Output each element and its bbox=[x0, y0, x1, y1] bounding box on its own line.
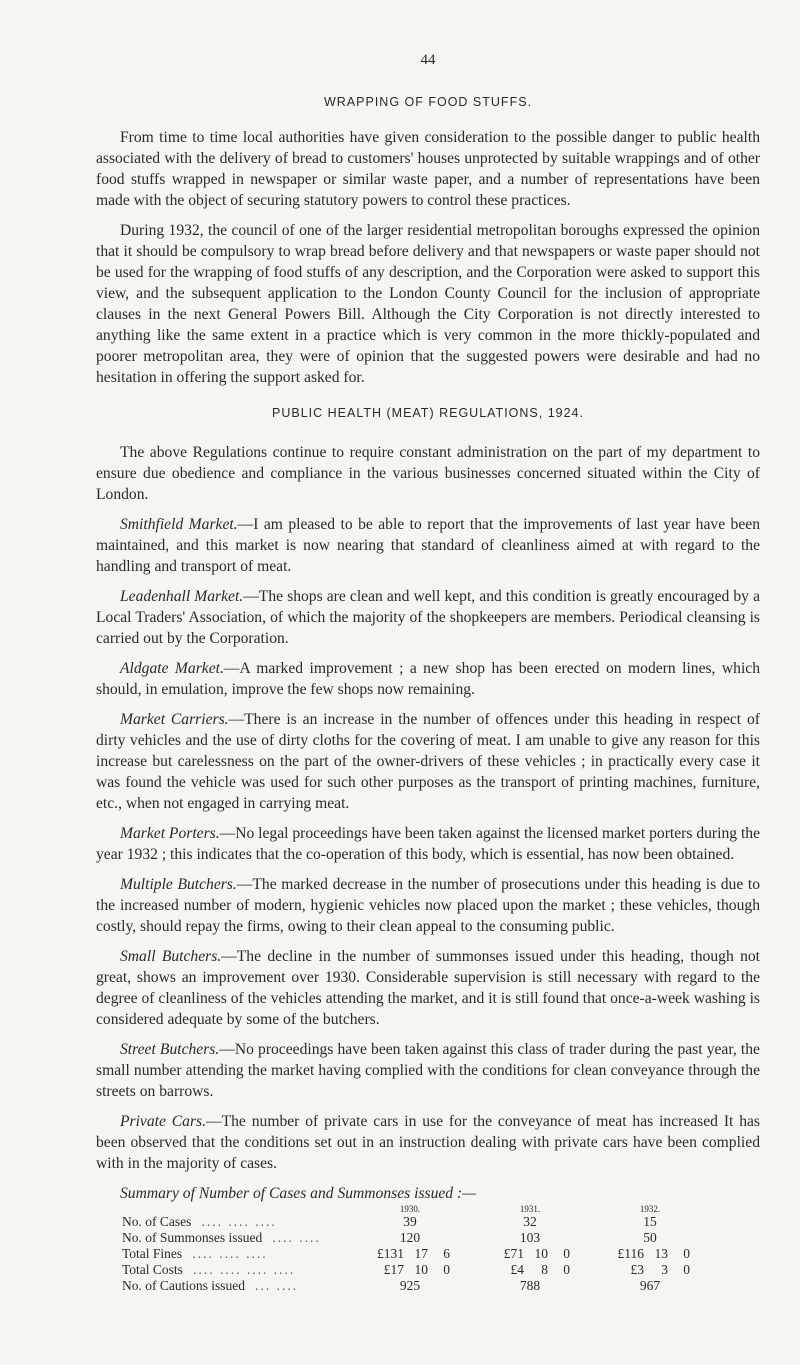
item-text: —The decline in the number of summonses issued under this heading, though not great, shows an improvement over 1930. Considerable supervision is still necessary with regard to the degree of cleanliness of the vehicles attending the market, and it is still found that once-a-week washing is considered adequate by some of the butchers. bbox=[96, 948, 760, 1028]
leader-dots: .... .... .... bbox=[192, 1246, 268, 1261]
leader-dots: .... .... bbox=[272, 1230, 321, 1245]
section-heading-wrapping: WRAPPING OF FOOD STUFFS. bbox=[323, 95, 533, 109]
pounds-value: £116 bbox=[617, 1246, 644, 1261]
shillings-value: 13 bbox=[654, 1246, 668, 1261]
row-label-cell bbox=[122, 1278, 350, 1294]
value-cell bbox=[350, 1246, 470, 1262]
value-cell: 103 bbox=[519, 1230, 541, 1245]
item-lead: Multiple Butchers. bbox=[120, 876, 237, 893]
market-item-paragraph bbox=[96, 514, 760, 577]
item-text: —The marked decrease in the number of prosecutions under this heading is due to the increased number of modern, hygienic vehicles now placed upon the market ; these vehicles, though costly, should repay the firms, owing to their clean appeal to the consuming public. bbox=[96, 876, 761, 935]
item-text: —The number of private cars in use for the conveyance of meat has increased It has been observed that the conditions set out in an instruction dealing with private cars have been complied with in the majority of cases. bbox=[96, 1113, 761, 1172]
item-lead: Smithfield Market. bbox=[120, 516, 238, 533]
item-text: —I am pleased to be able to report that the improvements of last year have been maintained, and this market is now nearing that standard of cleanliness aimed at with regard to the handling and transport of meat. bbox=[96, 516, 760, 575]
summary-col-1930: 1930. bbox=[399, 1204, 421, 1214]
item-lead: Aldgate Market. bbox=[120, 660, 224, 677]
item-lead: Small Butchers. bbox=[120, 948, 222, 965]
summary-body bbox=[122, 1214, 710, 1294]
row-label: No. of Cautions issued bbox=[122, 1278, 245, 1293]
value-cell: 967 bbox=[639, 1278, 661, 1293]
pounds-value: £17 bbox=[383, 1262, 404, 1277]
summary-header-blank bbox=[122, 1204, 350, 1214]
value-cell: 15 bbox=[643, 1214, 657, 1229]
market-item-paragraph bbox=[96, 823, 760, 865]
paragraph: From time to time local authorities have given consideration to the possible danger to public health associated with the delivery of bread to customers' houses unprotected by suitable wrappings and of other food stuffs wrapped in newspaper or similar waste paper, and a number of representations have been made with the object of securing statutory powers to control these practices. bbox=[96, 129, 760, 209]
pounds-value: £131 bbox=[377, 1246, 404, 1261]
value-cell bbox=[470, 1262, 590, 1278]
market-item-paragraph bbox=[96, 586, 760, 649]
summary-table bbox=[122, 1204, 710, 1294]
shillings-value: 17 bbox=[414, 1246, 428, 1261]
row-label: No. of Summonses issued bbox=[122, 1230, 263, 1245]
pence-value: 0 bbox=[443, 1262, 450, 1277]
market-item-paragraph bbox=[96, 1111, 760, 1174]
value-cell bbox=[590, 1246, 710, 1262]
section-heading-meat-regulations: PUBLIC HEALTH (MEAT) REGULATIONS, 1924. bbox=[272, 406, 584, 420]
money-value bbox=[370, 1246, 450, 1262]
table-row bbox=[122, 1214, 710, 1230]
pounds-value: £4 bbox=[510, 1262, 524, 1277]
item-text: —No proceedings have been taken against this class of trader during the past year, the small number attending the market having complied with the conditions for clean conveyance through the streets on barrows. bbox=[96, 1041, 760, 1100]
leader-dots: .... .... .... bbox=[201, 1214, 277, 1229]
shillings-value: 10 bbox=[534, 1246, 548, 1261]
table-row bbox=[122, 1246, 710, 1262]
pence-value: 6 bbox=[443, 1246, 450, 1261]
item-text: —A marked improvement ; a new shop has been erected on modern lines, which should, in emulation, improve the few shops now remaining. bbox=[96, 660, 760, 698]
row-label: No. of Cases bbox=[122, 1214, 192, 1229]
summary-col-1931: 1931. bbox=[519, 1204, 541, 1214]
summary-caption: Summary of Number of Cases and Summonses issued :— bbox=[120, 1185, 477, 1202]
row-label: Total Costs bbox=[122, 1262, 183, 1277]
item-lead: Leadenhall Market. bbox=[120, 588, 244, 605]
row-label-cell bbox=[122, 1262, 350, 1278]
pence-value: 0 bbox=[683, 1262, 690, 1277]
item-text: —The shops are clean and well kept, and this condition is greatly encouraged by a Local Traders' Association, of which the majority of the shopkeepers are members. Periodical cleansing is carried out by the Corporation. bbox=[96, 588, 761, 647]
money-value bbox=[490, 1246, 570, 1262]
market-items bbox=[96, 514, 760, 1174]
row-label: Total Fines bbox=[122, 1246, 183, 1261]
row-label-cell bbox=[122, 1230, 350, 1246]
leader-dots: .... .... .... .... bbox=[193, 1262, 296, 1277]
pence-value: 0 bbox=[563, 1246, 570, 1261]
shillings-value: 8 bbox=[541, 1262, 548, 1277]
summary-col-1932: 1932. bbox=[639, 1204, 661, 1214]
market-item-paragraph bbox=[96, 946, 760, 1030]
item-lead: Market Carriers. bbox=[120, 711, 229, 728]
row-label-cell bbox=[122, 1214, 350, 1230]
leader-dots: ... .... bbox=[255, 1278, 299, 1293]
market-item-paragraph bbox=[96, 658, 760, 700]
value-cell: 788 bbox=[519, 1278, 541, 1293]
market-item-paragraph bbox=[96, 709, 760, 814]
pence-value: 0 bbox=[563, 1262, 570, 1277]
money-value bbox=[610, 1246, 690, 1262]
paragraph: The above Regulations continue to require constant administration on the part of my department to ensure due obedience and compliance in the various businesses concerned situated within the City of London. bbox=[96, 444, 760, 503]
pounds-value: £3 bbox=[630, 1262, 644, 1277]
shillings-value: 3 bbox=[661, 1262, 668, 1277]
row-label-cell bbox=[122, 1246, 350, 1262]
money-value bbox=[610, 1262, 690, 1278]
paragraph: During 1932, the council of one of the larger residential metropolitan boroughs expressed the opinion that it should be compulsory to wrap bread before delivery and that newspapers or waste paper should not be used for the wrapping of food stuffs of any description, and the Corporation were asked to support this view, and the subsequent application to the London County Council for the inclusion of appropriate clauses in the next General Powers Bill. Although the City Corporation is not directly interested to anything like the same extent in a practice which is very common in the more thickly-populated and poorer metropolitan area, they were of opinion that the suggested powers were desirable and had no hesitation in offering the support asked for. bbox=[96, 222, 760, 386]
market-item-paragraph bbox=[96, 874, 760, 937]
value-cell: 50 bbox=[643, 1230, 657, 1245]
item-lead: Market Porters. bbox=[120, 825, 220, 842]
value-cell bbox=[590, 1262, 710, 1278]
pounds-value: £71 bbox=[503, 1246, 524, 1261]
value-cell: 120 bbox=[399, 1230, 421, 1245]
money-value bbox=[490, 1262, 570, 1278]
page-number: 44 bbox=[420, 52, 436, 68]
value-cell: 39 bbox=[403, 1214, 417, 1229]
value-cell: 32 bbox=[523, 1214, 537, 1229]
market-item-paragraph bbox=[96, 1039, 760, 1102]
value-cell bbox=[350, 1262, 470, 1278]
table-row bbox=[122, 1262, 710, 1278]
pence-value: 0 bbox=[683, 1246, 690, 1261]
value-cell bbox=[470, 1246, 590, 1262]
shillings-value: 10 bbox=[414, 1262, 428, 1277]
item-lead: Street Butchers. bbox=[120, 1041, 220, 1058]
item-text: —There is an increase in the number of offences under this heading in respect of dirty vehicles and the use of dirty cloths for the covering of meat. I am unable to give any reason for this increase but carelessness on the part of the owner-drivers of these vehicles ; in practically every case it was found the vehicle was used for such other purposes as the transport of printing machines, furniture, etc., when not engaged in carrying meat. bbox=[96, 711, 760, 812]
item-text: —No legal proceedings have been taken against the licensed market porters during the year 1932 ; this indicates that the co-operation of this body, which is essential, has now been obtained. bbox=[96, 825, 760, 863]
table-row bbox=[122, 1230, 710, 1246]
value-cell: 925 bbox=[399, 1278, 421, 1293]
table-row bbox=[122, 1278, 710, 1294]
item-lead: Private Cars. bbox=[120, 1113, 207, 1130]
money-value bbox=[370, 1262, 450, 1278]
summary-header-row bbox=[122, 1204, 710, 1214]
